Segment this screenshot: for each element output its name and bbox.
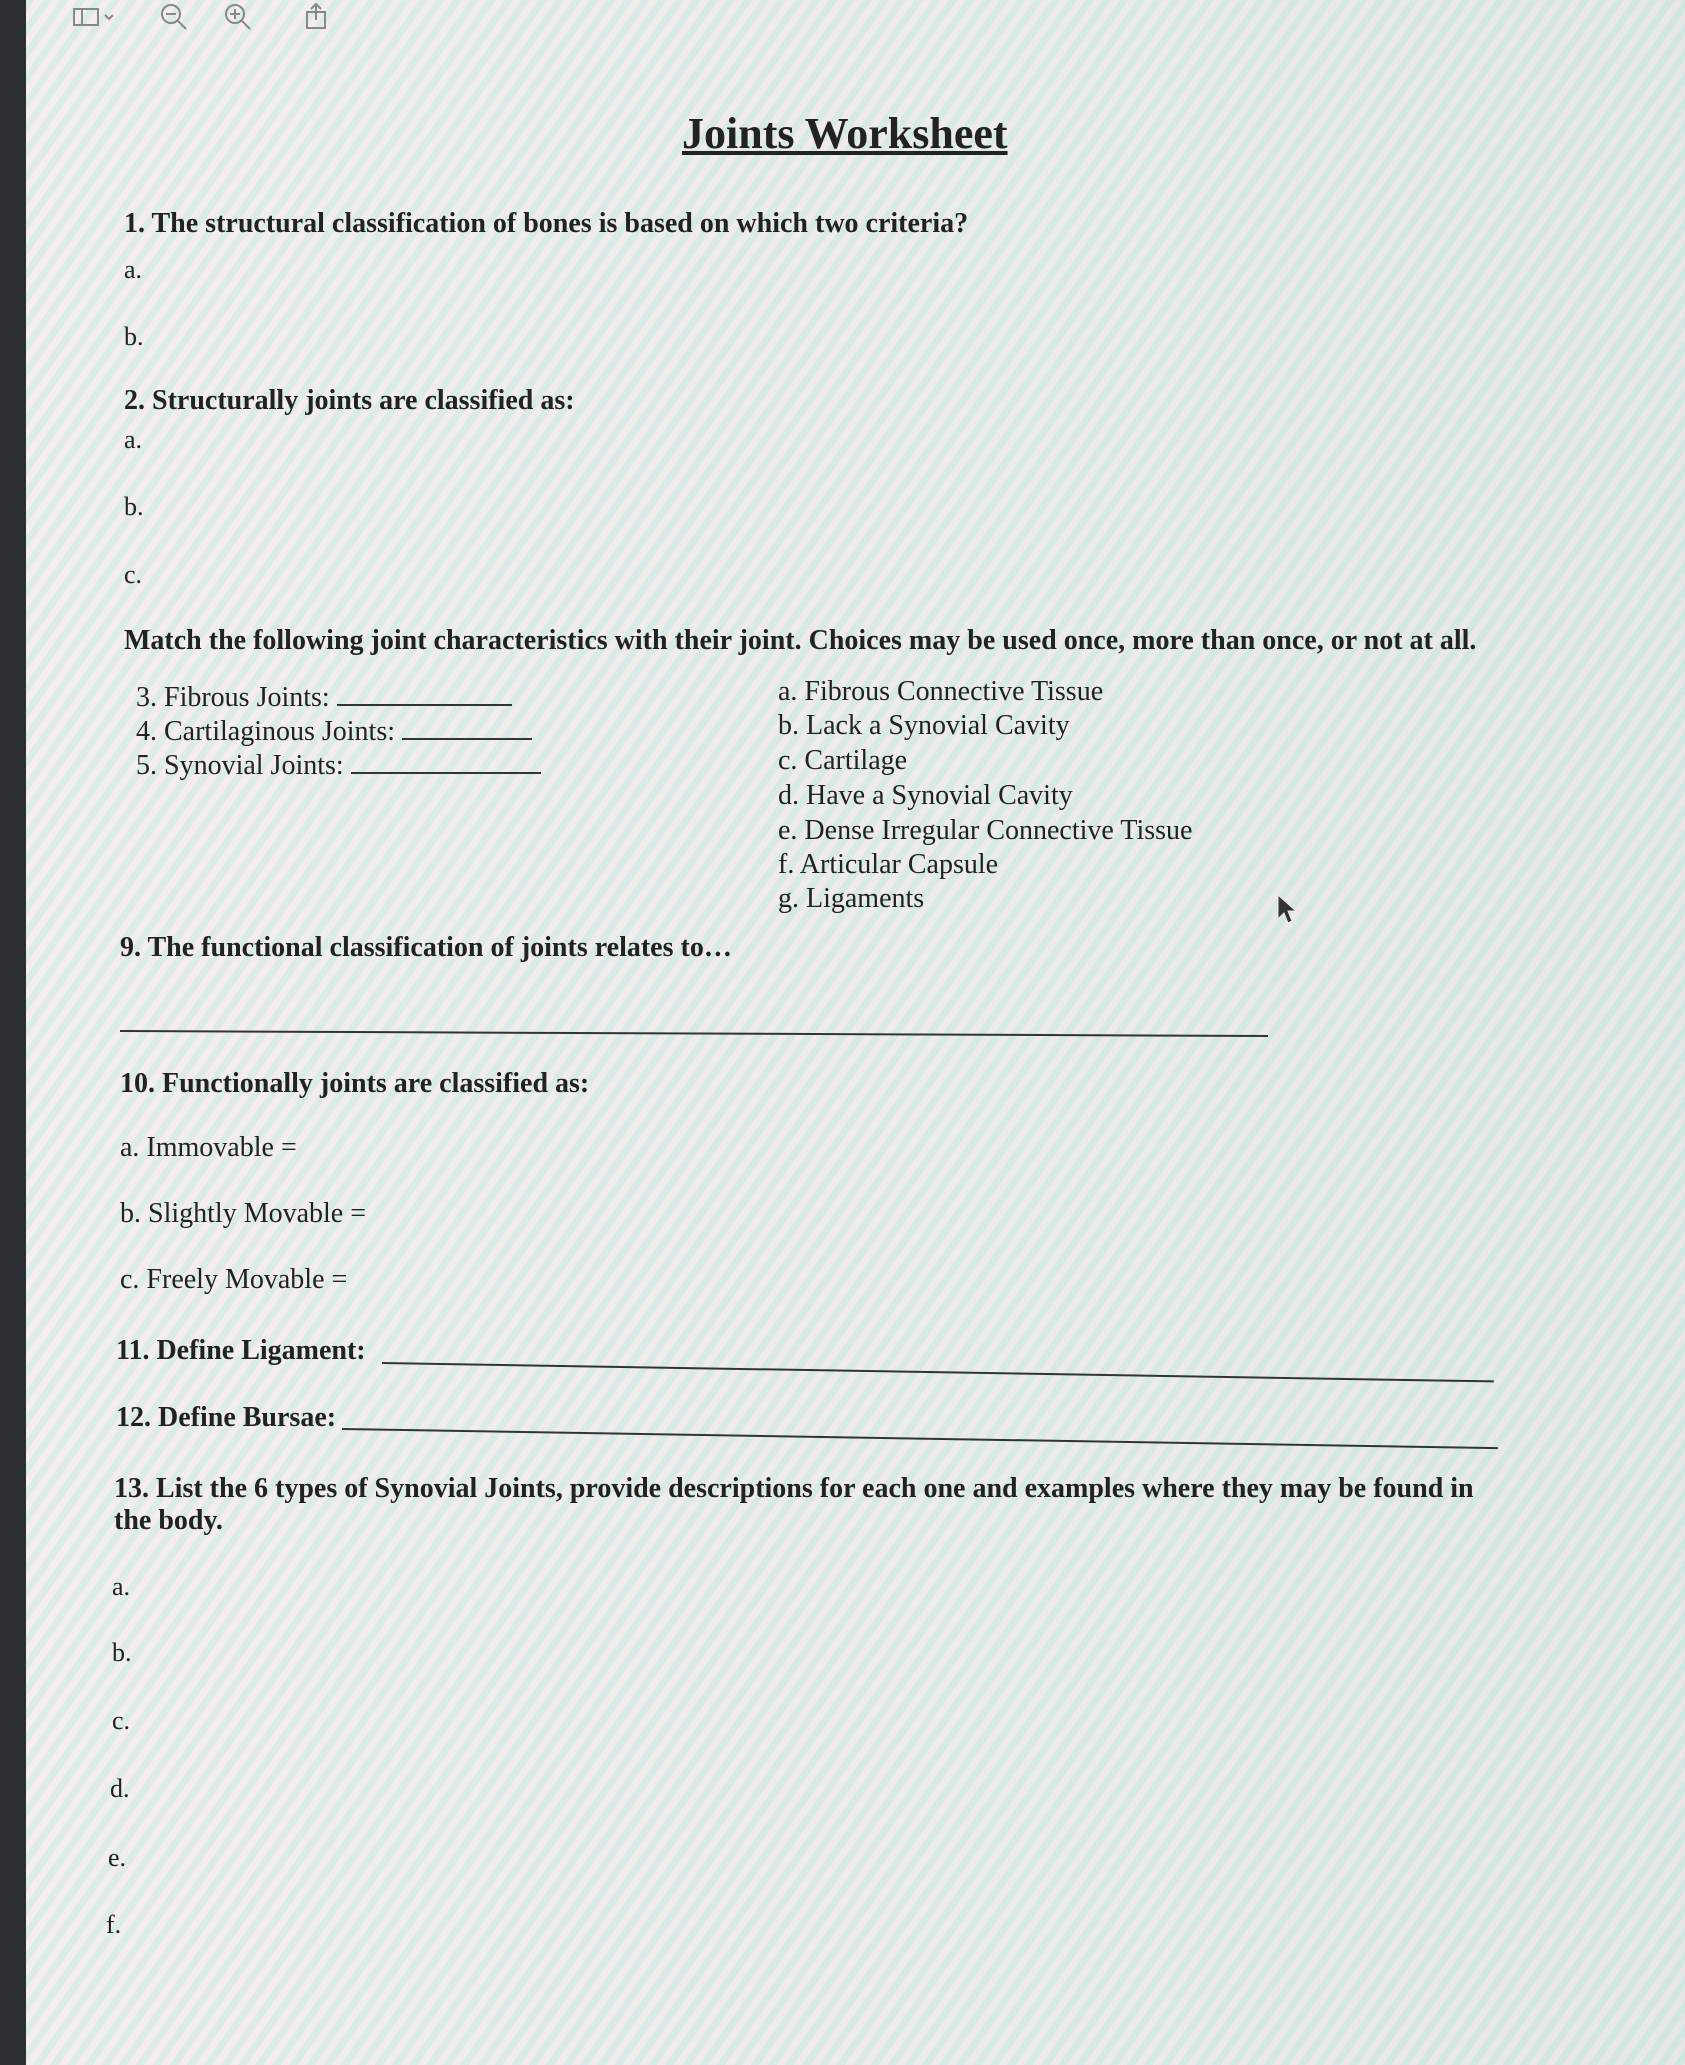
screen-bezel [0, 0, 26, 2065]
answer-line[interactable] [382, 1362, 1494, 1382]
match-item [136, 746, 541, 782]
question-1: 1. The structural classification of bones is based on which two criteria? [124, 208, 969, 239]
q1-answer-b-label: b. [124, 322, 144, 351]
answer-line[interactable] [120, 1030, 1268, 1037]
answer-blank[interactable] [402, 712, 532, 740]
match-choice: g. Ligaments [778, 883, 925, 914]
q13-answer-label: d. [110, 1774, 130, 1803]
q13-answer-label: c. [112, 1706, 131, 1735]
question-9: 9. The functional classification of joints relates to… [120, 932, 732, 963]
q1-answer-a-label: a. [124, 255, 143, 284]
match-instructions: Match the following joint characteristics with their joint. Choices may be used once, more than once, or not at all. [124, 625, 1477, 656]
q10-option-a: a. Immovable = [120, 1132, 297, 1163]
match-item-label: 4. Cartilaginous Joints: [136, 716, 395, 747]
match-item [136, 712, 532, 748]
match-choice: f. Articular Capsule [778, 849, 999, 880]
match-item [136, 678, 512, 714]
zoom-in-icon[interactable] [218, 2, 258, 32]
answer-line[interactable] [342, 1428, 1498, 1449]
mouse-cursor-icon [1276, 893, 1298, 930]
q13-answer-label: a. [112, 1572, 131, 1601]
page-title: Joints Worksheet [682, 109, 1008, 158]
zoom-out-icon[interactable] [154, 2, 194, 32]
share-icon[interactable] [296, 2, 336, 32]
answer-blank[interactable] [337, 678, 512, 706]
q2-answer-a-label: a. [124, 425, 143, 454]
answer-blank[interactable] [351, 746, 541, 774]
q2-answer-b-label: b. [124, 492, 144, 521]
q10-option-c: c. Freely Movable = [120, 1264, 348, 1295]
sidebar-icon[interactable] [66, 2, 122, 32]
question-13-continued: the body. [114, 1505, 223, 1536]
match-item-label: 3. Fibrous Joints: [136, 682, 330, 713]
q13-answer-label: b. [112, 1638, 132, 1667]
match-choice: d. Have a Synovial Cavity [778, 780, 1073, 811]
q13-answer-label: f. [106, 1910, 122, 1939]
q10-option-b: b. Slightly Movable = [120, 1198, 367, 1229]
q13-answer-label: e. [108, 1843, 127, 1872]
match-choice: c. Cartilage [778, 745, 908, 776]
match-item-label: 5. Synovial Joints: [136, 750, 344, 781]
question-12: 12. Define Bursae: [116, 1402, 337, 1433]
match-choice: b. Lack a Synovial Cavity [778, 710, 1070, 741]
question-11: 11. Define Ligament: [116, 1335, 366, 1366]
q2-answer-c-label: c. [124, 560, 143, 589]
viewer-toolbar [66, 0, 366, 38]
match-choice: a. Fibrous Connective Tissue [778, 676, 1104, 707]
match-choice: e. Dense Irregular Connective Tissue [778, 815, 1193, 846]
document-page [26, 0, 1685, 2065]
question-10: 10. Functionally joints are classified as: [120, 1068, 590, 1099]
question-2: 2. Structurally joints are classified as: [124, 385, 575, 416]
question-13: 13. List the 6 types of Synovial Joints, provide descriptions for each one and examples where they may be found in [114, 1473, 1474, 1504]
